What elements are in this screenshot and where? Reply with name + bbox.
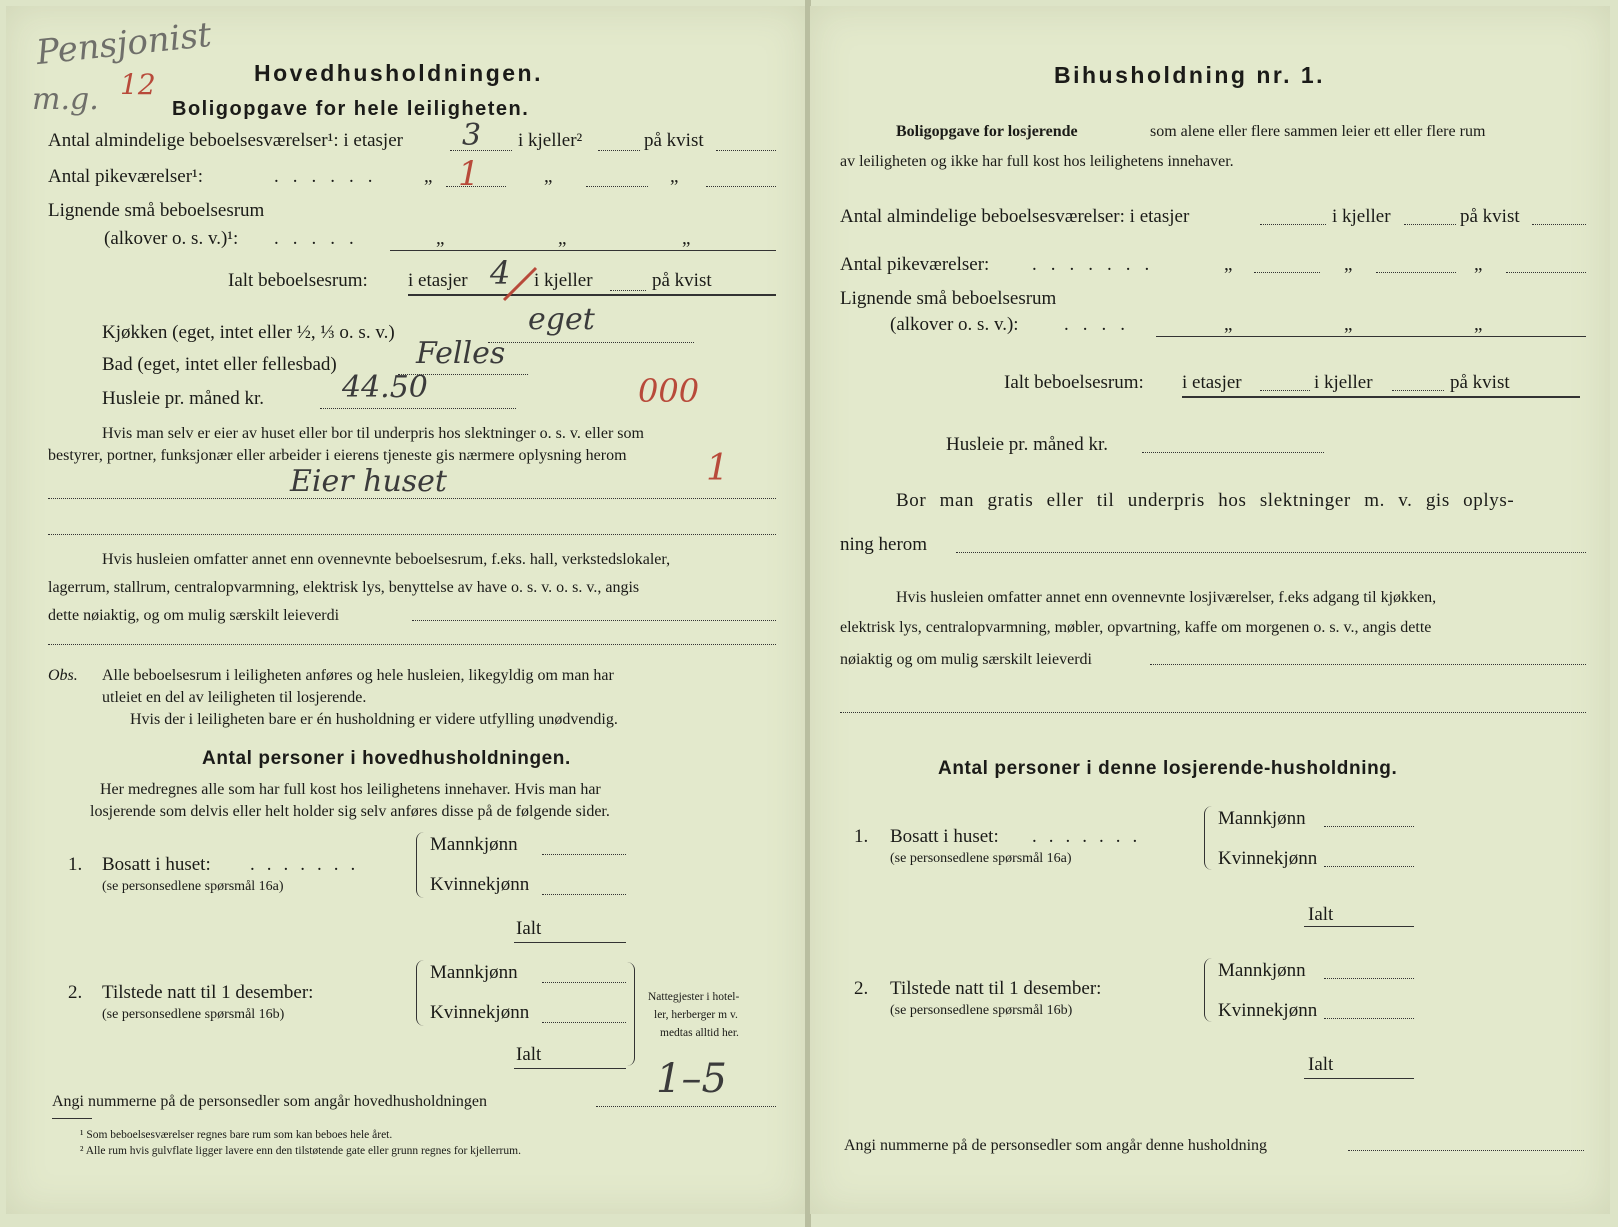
margin-note-mg: m.g. (32, 82, 99, 117)
ialt-value: 4 (490, 254, 511, 292)
pike-kjeller-field[interactable] (586, 186, 648, 187)
q2-kvinne-field[interactable] (1324, 1018, 1414, 1019)
intro-bold: Boligopgave for losjerende (896, 123, 1078, 140)
footnote-1: ¹ Som beboelsesværelser regnes bare rum som kan beboes hele året. (80, 1129, 393, 1141)
angi-label: Angi nummerne på de personsedler som angår denne husholdning (844, 1137, 1268, 1154)
pike-etasjer-field[interactable] (446, 186, 506, 187)
eier-red-mark: 1 (706, 448, 729, 489)
page-subtitle: Boligopgave for hele leiligheten. (172, 98, 530, 120)
row-sma-label-2: (alkover o. s. v.): (890, 314, 1019, 335)
ditto-mark: „ (1474, 314, 1483, 335)
eier-text-2: bestyrer, portner, funksjonær eller arbeider i eierens tjeneste gis nærmere oplysning herom (48, 447, 627, 464)
q1-ialt-field[interactable] (1304, 926, 1414, 927)
row-sma-label-1: Lignende små beboelsesrum (840, 288, 1057, 309)
q2-brace (1204, 958, 1213, 1022)
q1-ialt-label: Ialt (1308, 904, 1334, 925)
leieverdi-field[interactable] (412, 620, 776, 621)
q2-kvinne-label: Kvinnekjønn (1218, 1000, 1318, 1021)
omfatter-text-1: Hvis husleien omfatter annet enn ovennevnte beboelsesrum, f.eks. hall, verkstedslokaler, (102, 551, 671, 568)
angi-value: 1–5 (656, 1056, 727, 1102)
ialt-kvist-label: på kvist (1450, 372, 1510, 393)
antal-text-2: losjerende som delvis eller helt holder sig selv anføres disse på de følgende sider. (90, 803, 610, 820)
antal-personer-title: Antal personer i hovedhusholdningen. (202, 748, 571, 769)
page-title: Bihusholdning nr. 1. (1054, 62, 1326, 88)
margin-note-pensjonist: Pensjonist (34, 14, 214, 74)
q2-number: 2. (68, 982, 83, 1003)
kvist-label: på kvist (1460, 206, 1520, 227)
omfatter-text-3: nøiaktig og om mulig særskilt leieverdi (840, 651, 1092, 668)
natt-note-3: medtas alltid her. (660, 1027, 739, 1039)
husleie-label: Husleie pr. måned kr. (946, 434, 1108, 455)
intro-rest: som alene eller flere sammen leier ett eller flere rum (1150, 123, 1486, 140)
q1-kvinne-field[interactable] (1324, 866, 1414, 867)
q1-kvinne-field[interactable] (542, 894, 626, 895)
omfatter-text-2: lagerrum, stallrum, centralopvarmning, elektrisk lys, benyttelse av have o. s. v. o. s. v., angis (48, 579, 640, 596)
right-page-bihusholdning (810, 6, 1610, 1214)
q1-number: 1. (854, 826, 869, 847)
kvist-label: på kvist (644, 130, 704, 151)
bad-label: Bad (eget, intet eller fellesbad) (102, 354, 337, 375)
ditto-mark: „ (1474, 254, 1483, 275)
ialt-etasjer-field[interactable] (1260, 390, 1310, 391)
q1-number: 1. (68, 854, 83, 875)
obs-text-1: Alle beboelsesrum i leiligheten anføres og hele husleien, likegyldig om man har (102, 667, 614, 684)
q2-mann-label: Mannkjønn (430, 962, 518, 983)
ditto-mark: „ (1224, 314, 1233, 335)
q1-mann-field[interactable] (542, 854, 626, 855)
husleie-field[interactable] (1142, 452, 1324, 453)
q1-label: Bosatt i huset: (102, 854, 211, 875)
ditto-mark: „ (436, 228, 445, 249)
pike-kvist-field[interactable] (706, 186, 776, 187)
left-page-hovedhusholdning (6, 6, 806, 1214)
row-pikevaerelser-label: Antal pikeværelser: (840, 254, 990, 275)
angi-field[interactable] (596, 1106, 776, 1107)
omfatter-text-3: dette nøiaktig, og om mulig særskilt leieverdi (48, 607, 340, 624)
q1-kvinne-label: Kvinnekjønn (430, 874, 530, 895)
ditto-mark: „ (1344, 314, 1353, 335)
q2-label: Tilstede natt til 1 desember: (102, 982, 314, 1003)
leader-dots: ...... (274, 166, 387, 187)
ialt-kjeller-label: i kjeller (1314, 372, 1373, 393)
leader-dots: ....... (250, 854, 368, 875)
q2-kvinne-label: Kvinnekjønn (430, 1002, 530, 1023)
kjokken-value: eget (528, 302, 595, 337)
leader-dots: ....... (1032, 254, 1164, 275)
leader-dots: ..... (274, 228, 368, 249)
pike-kvist-field[interactable] (1506, 272, 1586, 273)
ialt-etasjer-label: i etasjer (408, 270, 468, 291)
obs-text-3: Hvis der i leiligheten bare er én husholdning er videre utfylling unødvendig. (130, 711, 618, 728)
row-almindelige-label: Antal almindelige beboelsesværelser¹: i etasjer (48, 130, 403, 151)
kjeller-label: i kjeller² (518, 130, 583, 151)
ialt-kvist-label: på kvist (652, 270, 712, 291)
eier-value: Eier huset (290, 464, 447, 499)
ditto-mark: „ (558, 228, 567, 249)
q1-ialt-label: Ialt (516, 918, 542, 939)
bad-value: Felles (416, 336, 506, 371)
husleie-code: 000 (638, 372, 700, 410)
q2-ialt-field[interactable] (1304, 1078, 1414, 1079)
natt-note-1: Nattegjester i hotel- (648, 991, 740, 1003)
q1-mann-label: Mannkjønn (430, 834, 518, 855)
ialt-kjeller-field[interactable] (1392, 390, 1444, 391)
natt-note-2: ler, herberger m v. (654, 1009, 738, 1021)
kjokken-field[interactable] (488, 342, 694, 343)
gratis-text-1: Bor man gratis eller til underpris hos slektninger m. v. gis oplys- (896, 490, 1515, 511)
ialt-etasjer-label: i etasjer (1182, 372, 1242, 393)
kjeller-field[interactable] (598, 150, 640, 151)
ialt-kjeller-label: i kjeller (534, 270, 593, 291)
antal-text-1: Her medregnes alle som har full kost hos leilighetens innehaver. Hvis man har (100, 781, 601, 798)
ialt-kjeller-field[interactable] (610, 290, 646, 291)
red-check-mark (500, 264, 540, 306)
etasjer-value: 3 (462, 118, 482, 153)
obs-prefix: Obs. (48, 667, 78, 684)
angi-field[interactable] (1348, 1150, 1584, 1151)
kvist-field[interactable] (1532, 224, 1586, 225)
q2-ialt-label: Ialt (516, 1044, 542, 1065)
intro-line-2: av leiligheten og ikke har full kost hos leilighetens innehaver. (840, 153, 1234, 170)
leader-dots: .... (1064, 314, 1139, 335)
q2-label: Tilstede natt til 1 desember: (890, 978, 1102, 999)
q1-sub: (se personsedlene spørsmål 16a) (102, 879, 284, 894)
husleie-label: Husleie pr. måned kr. (102, 388, 264, 409)
eier-text-1: Hvis man selv er eier av huset eller bor til underpris hos slektninger o. s. v. eller som (102, 425, 644, 442)
eier-field-line-2[interactable] (48, 534, 776, 535)
row-sma-label-1: Lignende små beboelsesrum (48, 200, 265, 221)
q2-mann-field[interactable] (1324, 978, 1414, 979)
husleie-value: 44.50 (342, 370, 428, 405)
ialt-beboelsesrum-label: Ialt beboelsesrum: (228, 270, 368, 291)
q2-brace (416, 960, 425, 1026)
pike-etasjer-field[interactable] (1254, 272, 1320, 273)
q1-label: Bosatt i huset: (890, 826, 999, 847)
ditto-mark: „ (1224, 254, 1233, 275)
row-sma-label-2: (alkover o. s. v.)¹: (104, 228, 239, 249)
footnote-rule (52, 1118, 92, 1119)
q1-kvinne-label: Kvinnekjønn (1218, 848, 1318, 869)
ditto-mark: „ (424, 166, 433, 187)
angi-label: Angi nummerne på de personsedler som angår hovedhusholdningen (52, 1093, 488, 1110)
q1-mann-label: Mannkjønn (1218, 808, 1306, 829)
kvist-field[interactable] (716, 150, 776, 151)
leieverdi-field-2[interactable] (840, 712, 1586, 713)
footnote-2: ² Alle rum hvis gulvflate ligger lavere enn den tilstøtende gate eller grunn regnes for kjellerrum. (80, 1145, 521, 1157)
row-pikevaerelser-label: Antal pikeværelser¹: (48, 166, 204, 187)
page-title: Hovedhusholdningen. (254, 60, 543, 86)
omfatter-text-2: elektrisk lys, centralopvarmning, møbler, opvartning, kaffe om morgenen o. s. v., angis dette (840, 619, 1432, 636)
leader-dots: ....... (1032, 826, 1150, 847)
husleie-field[interactable] (320, 408, 516, 409)
q1-brace (416, 832, 425, 898)
q1-ialt-field[interactable] (514, 942, 626, 943)
q2-sub: (se personsedlene spørsmål 16b) (102, 1007, 285, 1022)
sma-underline (390, 250, 776, 251)
ditto-mark: „ (544, 166, 553, 187)
kjokken-label: Kjøkken (eget, intet eller ½, ⅓ o. s. v.) (102, 322, 395, 343)
q2-mann-label: Mannkjønn (1218, 960, 1306, 981)
q1-mann-field[interactable] (1324, 826, 1414, 827)
ditto-mark: „ (670, 166, 679, 187)
pike-kjeller-field[interactable] (1376, 272, 1456, 273)
q1-sub: (se personsedlene spørsmål 16a) (890, 851, 1072, 866)
ditto-mark: „ (682, 228, 691, 249)
ialt-underline (408, 294, 776, 296)
obs-text-2: utleiet en del av leiligheten til losjerende. (102, 689, 367, 706)
gratis-field[interactable] (956, 552, 1586, 553)
row-almindelige-label: Antal almindelige beboelsesværelser: i etasjer (840, 206, 1190, 227)
antal-personer-title: Antal personer i denne losjerende-husholdning. (938, 758, 1398, 779)
ditto-mark: „ (1344, 254, 1353, 275)
leieverdi-field[interactable] (1150, 664, 1586, 665)
gratis-text-2: ning herom (840, 534, 928, 555)
q1-brace (1204, 806, 1213, 870)
ialt-underline (1182, 396, 1580, 398)
q2-ialt-field[interactable] (514, 1068, 626, 1069)
kjeller-label: i kjeller (1332, 206, 1391, 227)
margin-note-12: 12 (120, 68, 156, 101)
q2-sub: (se personsedlene spørsmål 16b) (890, 1003, 1073, 1018)
etasjer-field[interactable] (1260, 224, 1326, 225)
q2-ialt-label: Ialt (1308, 1054, 1334, 1075)
pikevaerelser-value: 1 (458, 154, 480, 194)
omfatter-text-1: Hvis husleien omfatter annet enn ovennevnte losjiværelser, f.eks adgang til kjøkken, (896, 589, 1437, 606)
q2-number: 2. (854, 978, 869, 999)
eier-field-line-1[interactable] (48, 498, 776, 499)
sma-underline (1156, 336, 1586, 337)
q2-kvinne-field[interactable] (542, 1022, 626, 1023)
kjeller-field[interactable] (1404, 224, 1456, 225)
leieverdi-field-2[interactable] (48, 644, 776, 645)
ialt-beboelsesrum-label: Ialt beboelsesrum: (1004, 372, 1144, 393)
q2-right-brace (624, 962, 635, 1066)
q2-mann-field[interactable] (542, 982, 626, 983)
